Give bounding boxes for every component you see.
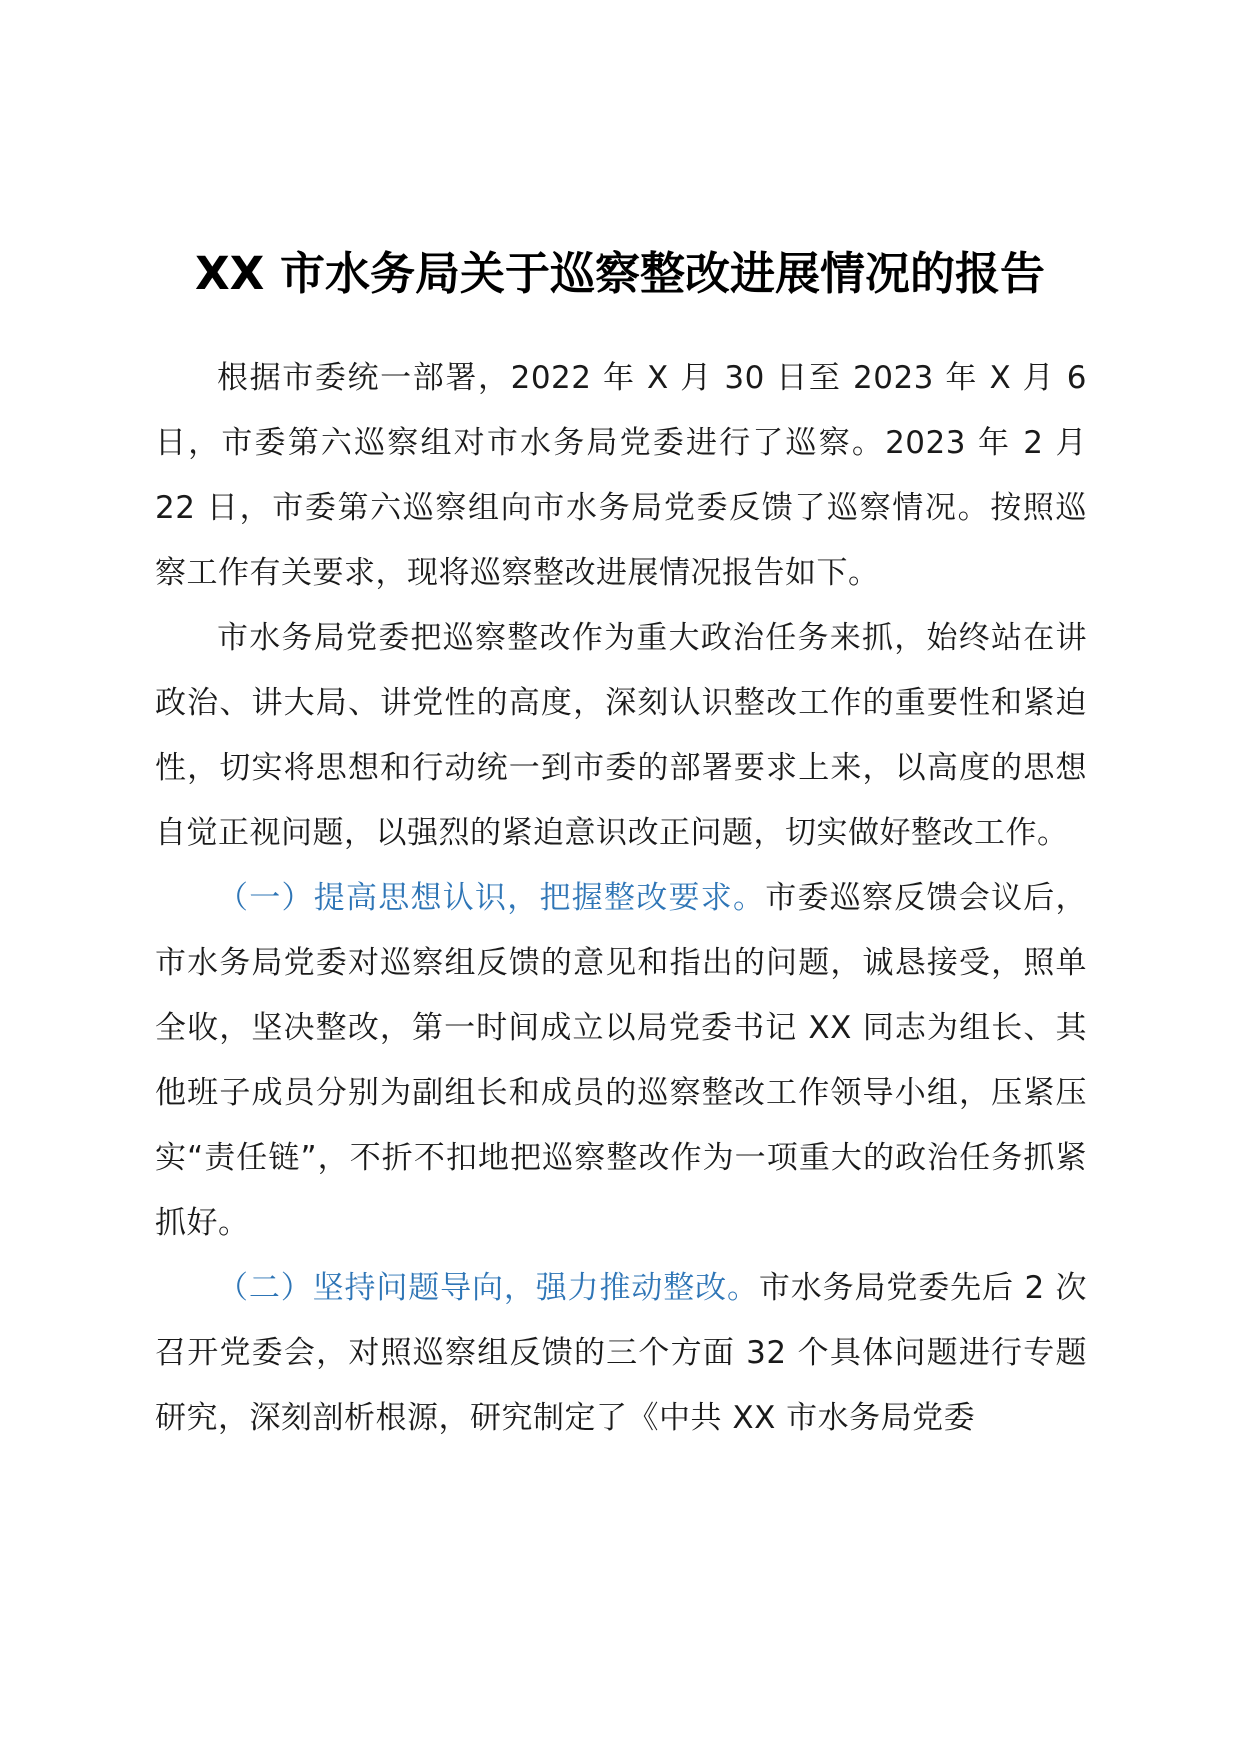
paragraph-intro (155, 346, 1087, 606)
paragraph-overview-text: 市水务局党委把巡察整改作为重大政治任务来抓，始终站在讲政治、讲大局、讲党性的高度，深刻认识整改工作的重要性和紧迫性，切实将思想和行动统一到市委的部署要求上来，以高度的思想自觉正视问题，以强烈的紧迫意识改正问题，切实做好整改工作。 (155, 620, 1087, 851)
paragraph-intro-text: 根据市委统一部署，2022 年 X 月 30 日至 2023 年 X 月 6 日，市委第六巡察组对市水务局党委进行了巡察。2023 年 2 月 22 日，市委第六巡察组向市水务局党委反馈了巡察情况。按照巡察工作有关要求，现将巡察整改进展情况报告如下。 (155, 360, 1087, 591)
section-2-heading: （二）坚持问题导向，强力推动整改。 (217, 1270, 759, 1306)
section-1-heading: （一）提高思想认识，把握整改要求。 (217, 880, 766, 916)
document-body (155, 346, 1087, 1451)
section-2-text: 市水务局党委先后 2 次召开党委会，对照巡察组反馈的三个方面 32 个具体问题进行专题研究，深刻剖析根源，研究制定了《中共 XX 市水务局党委 (155, 1270, 1088, 1436)
document-title: XX 市水务局关于巡察整改进展情况的报告 (194, 247, 1046, 300)
section-1-text: 市委巡察反馈会议后，市水务局党委对巡察组反馈的意见和指出的问题，诚恳接受，照单全收，坚决整改，第一时间成立以局党委书记 XX 同志为组长、其他班子成员分别为副组长和成员的巡察整改工作领导小组，压紧压实“责任链”，不折不扣地把巡察整改作为一项重大的政治任务抓紧抓好。 (155, 880, 1087, 1241)
paragraph-section-1 (155, 866, 1087, 1256)
paragraph-section-2 (155, 1256, 1087, 1451)
paragraph-overview (155, 606, 1087, 866)
